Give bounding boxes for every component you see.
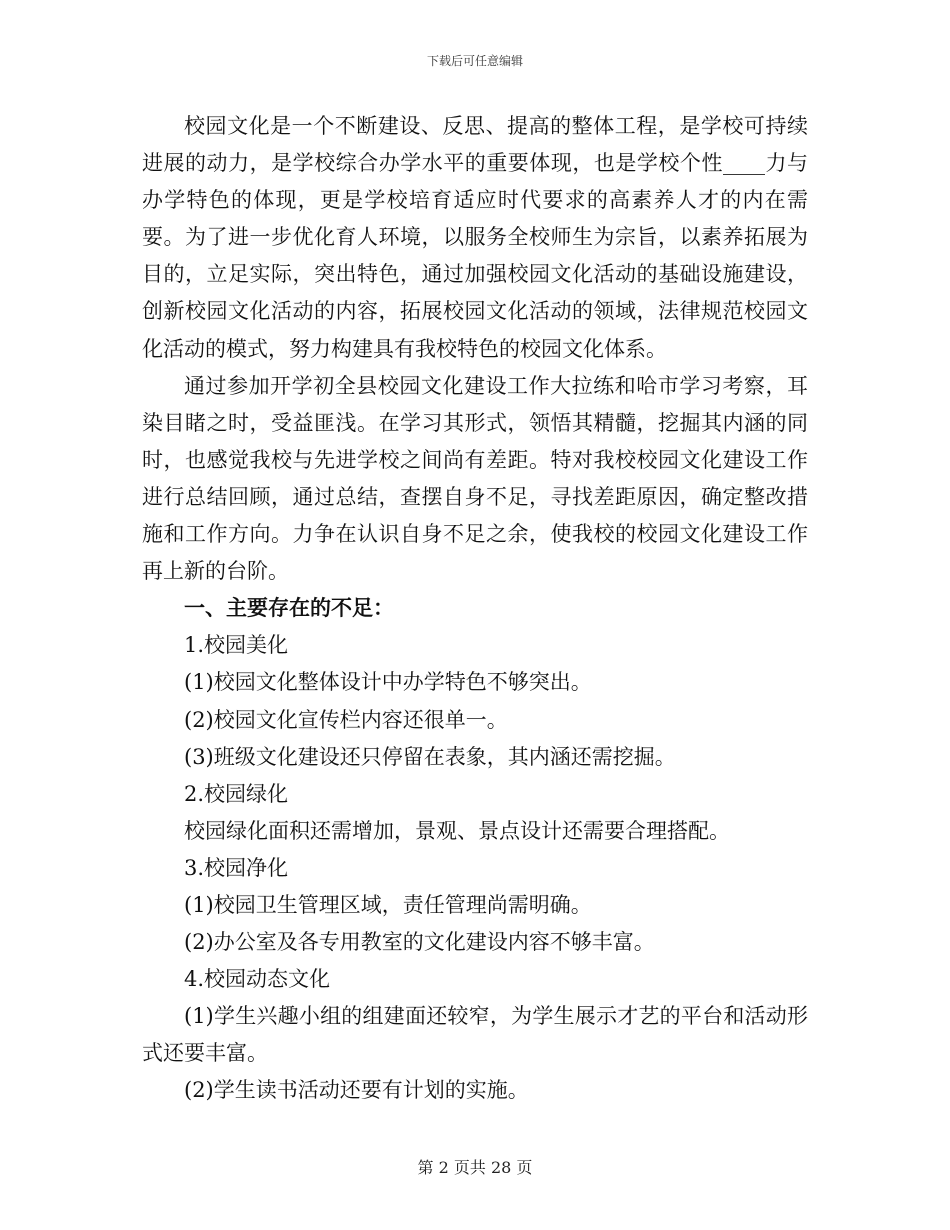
subsection-title-greening: 2.校园绿化 xyxy=(184,781,289,806)
subsection-title-beautify: 1.校园美化 xyxy=(184,633,289,658)
list-item: (2)学生读书活动还要有计划的实施。 xyxy=(184,1078,529,1103)
list-item: 校园绿化面积还需增加，景观、景点设计还需要合理搭配。 xyxy=(184,818,730,843)
header-note: 下载后可任意编辑 xyxy=(426,54,523,68)
paragraph-review: 通过参加开学初全县校园文化建设工作大拉练和哈市学习考察，耳染目睹之时，受益匪浅。在学习其形式，领悟其精髓，挖掘其内涵的同时，也感觉我校与先进学校之间尚有差距。特对我校校园文化建设工作进行总结回顾，通过总结，查摆自身不足，寻找差距原因，确定整改措施和工作方向。力争在认识自身不足之余，使我校的校园文化建设工作再上新的台阶。 xyxy=(142,373,808,584)
list-item: (2)校园文化宣传栏内容还很单一。 xyxy=(184,707,508,732)
section-heading: 一、主要存在的不足： xyxy=(184,596,394,621)
subsection-title-dynamic-culture: 4.校园动态文化 xyxy=(184,967,331,992)
list-item: (2)办公室及各专用教室的文化建设内容不够丰富。 xyxy=(184,930,655,955)
paragraph-intro: 校园文化是一个不断建设、反思、提高的整体工程，是学校可持续进展的动力，是学校综合办学水平的重要体现，也是学校个性____力与办学特色的体现，更是学校培育适应时代要求的高素养人才的内在需要。为了进一步优化育人环境，以服务全校师生为宗旨，以素养拓展为目的，立足实际，突出特色，通过加强校园文化活动的基础设施建设，创新校园文化活动的内容，拓展校园文化活动的领域，法律规范校园文化活动的模式，努力构建具有我校特色的校园文化体系。 xyxy=(142,114,808,361)
list-item: (1)校园文化整体设计中办学特色不够突出。 xyxy=(184,670,592,695)
subsection-title-cleaning: 3.校园净化 xyxy=(184,855,289,880)
list-item: (1)校园卫生管理区域，责任管理尚需明确。 xyxy=(184,892,592,917)
page-number: 第 2 页共 28 页 xyxy=(417,1158,533,1177)
list-item: (1)学生兴趣小组的组建面还较窄，为学生展示才艺的平台和活动形式还要丰富。 xyxy=(142,1004,808,1066)
list-item: (3)班级文化建设还只停留在表象，其内涵还需挖掘。 xyxy=(184,744,676,769)
document-body xyxy=(142,108,808,1110)
